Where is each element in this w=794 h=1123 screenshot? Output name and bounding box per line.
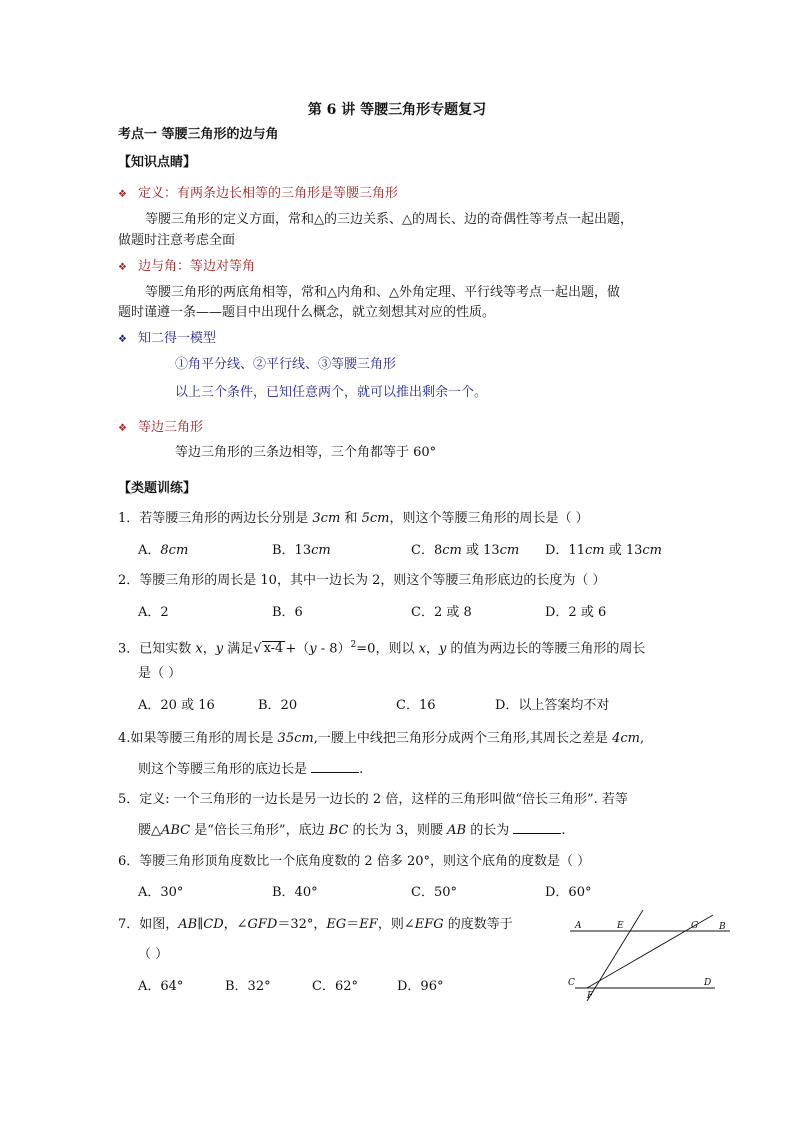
option-c: C．8cm 或 13cm	[411, 543, 520, 558]
question-1: 1．若等腰三角形的两边长分别是 3cm 和 5cm，则这个等腰三角形的周长是（ ）	[118, 511, 589, 526]
paragraph: 做题时注意考虑全面	[118, 233, 236, 248]
option-d: D．11cm 或 13cm	[545, 543, 662, 558]
answer-blank[interactable]	[513, 821, 561, 834]
answer-blank[interactable]	[311, 760, 359, 773]
diamond-bullet-icon: ❖	[118, 423, 127, 434]
practice-header: 【类题训练】	[118, 481, 197, 496]
question-4-line-2: 则这个等腰三角形的底边长是 .	[138, 762, 364, 777]
option-d: D．96°	[397, 979, 444, 994]
question-6: 6．等腰三角形顶角度数比一个底角度数的 2 倍多 20°，则这个底角的度数是（ ）	[118, 854, 591, 869]
paragraph: 等边三角形的三条边相等，三个角都等于 60°	[175, 445, 437, 460]
option-a: A．8cm	[138, 543, 189, 558]
question-5-line-2: 腰△ABC 是“倍长三角形”，底边 BC 的长为 3，则腰 AB 的长为 .	[138, 823, 566, 838]
option-a: A．2	[138, 605, 169, 620]
label-g: G	[691, 921, 699, 931]
option-a: A．30°	[138, 885, 184, 900]
sqrt-symbol: √	[253, 641, 262, 657]
option-c: C．16	[396, 698, 436, 713]
option-a: A．20 或 16	[138, 698, 215, 713]
knowledge-point-equilateral: ❖ 等边三角形	[118, 419, 203, 438]
question-4: 4.如果等腰三角形的周长是 35cm,一腰上中线把三角形分成两个三角形,其周长之差是 4cm,	[118, 731, 645, 746]
label-d: D	[704, 978, 712, 988]
option-d: D．60°	[545, 885, 592, 900]
knowledge-point-definition: ❖ 定义：有两条边长相等的三角形是等腰三角形	[118, 185, 398, 204]
option-b: B．13cm	[272, 543, 331, 558]
question-7: 7．如图，AB∥CD，∠GFD＝32°，EG＝EF，则∠EFG 的度数等于	[118, 917, 513, 932]
line-fe	[587, 910, 643, 1001]
option-b: B．20	[258, 698, 298, 713]
option-d: D．2 或 6	[545, 605, 607, 620]
paragraph: 等腰三角形的定义方面，常和△的三边关系、△的周长、边的奇偶性等考点一起出题，	[145, 212, 633, 227]
label-b: B	[719, 922, 726, 932]
question-3-line-2: 是（ ）	[138, 666, 182, 681]
paragraph: ①角平分线、②平行线、③等腰三角形	[175, 357, 397, 372]
option-c: C．2 或 8	[411, 605, 472, 620]
knowledge-header: 【知识点睛】	[118, 155, 197, 170]
option-d: D．以上答案均不对	[495, 698, 610, 713]
question-7-line-2: （ ）	[138, 947, 169, 962]
question-5: 5．定义: 一个三角形的一边长是另一边长的 2 倍，这样的三角形叫做“倍长三角形”. 若等	[118, 792, 628, 807]
knowledge-point-sides-angles: ❖ 边与角：等边对等角	[118, 258, 255, 277]
option-c: C．50°	[411, 885, 457, 900]
diamond-bullet-icon: ❖	[118, 334, 127, 345]
knowledge-point-model: ❖ 知二得一模型	[118, 330, 216, 349]
question-2: 2．等腰三角形的周长是 10，其中一边长为 2，则这个等腰三角形底边的长度为（ ）	[118, 573, 606, 588]
paragraph: 等腰三角形的两底角相等，常和△内角和、△外角定理、平行线等考点一起出题，做	[145, 285, 620, 300]
geometry-figure	[565, 905, 735, 1005]
label-f: F	[587, 991, 594, 1001]
option-b: B．40°	[272, 885, 318, 900]
diamond-bullet-icon: ❖	[118, 189, 127, 200]
option-c: C．62°	[312, 979, 358, 994]
paragraph: 题时谨遵一条——题目中出现什么概念，就立刻想其对应的性质。	[118, 305, 496, 320]
section-heading: 考点一 等腰三角形的边与角	[118, 127, 279, 142]
question-3: 3．已知实数 x，y 满足√ x-4 +（y - 8）$^2$=0，则以 x，y 的值为两边长的等腰三角形的周长	[118, 640, 646, 657]
option-b: B．6	[272, 605, 303, 620]
option-b: B．32°	[225, 979, 271, 994]
diamond-bullet-icon: ❖	[118, 262, 127, 273]
label-e: E	[617, 921, 624, 931]
option-a: A．64°	[138, 979, 184, 994]
paragraph: 以上三个条件，已知任意两个，就可以推出剩余一个。	[175, 385, 488, 400]
page-title: 第 6 讲 等腰三角形专题复习	[307, 102, 487, 118]
label-c: C	[568, 978, 575, 988]
label-a: A	[575, 921, 582, 931]
